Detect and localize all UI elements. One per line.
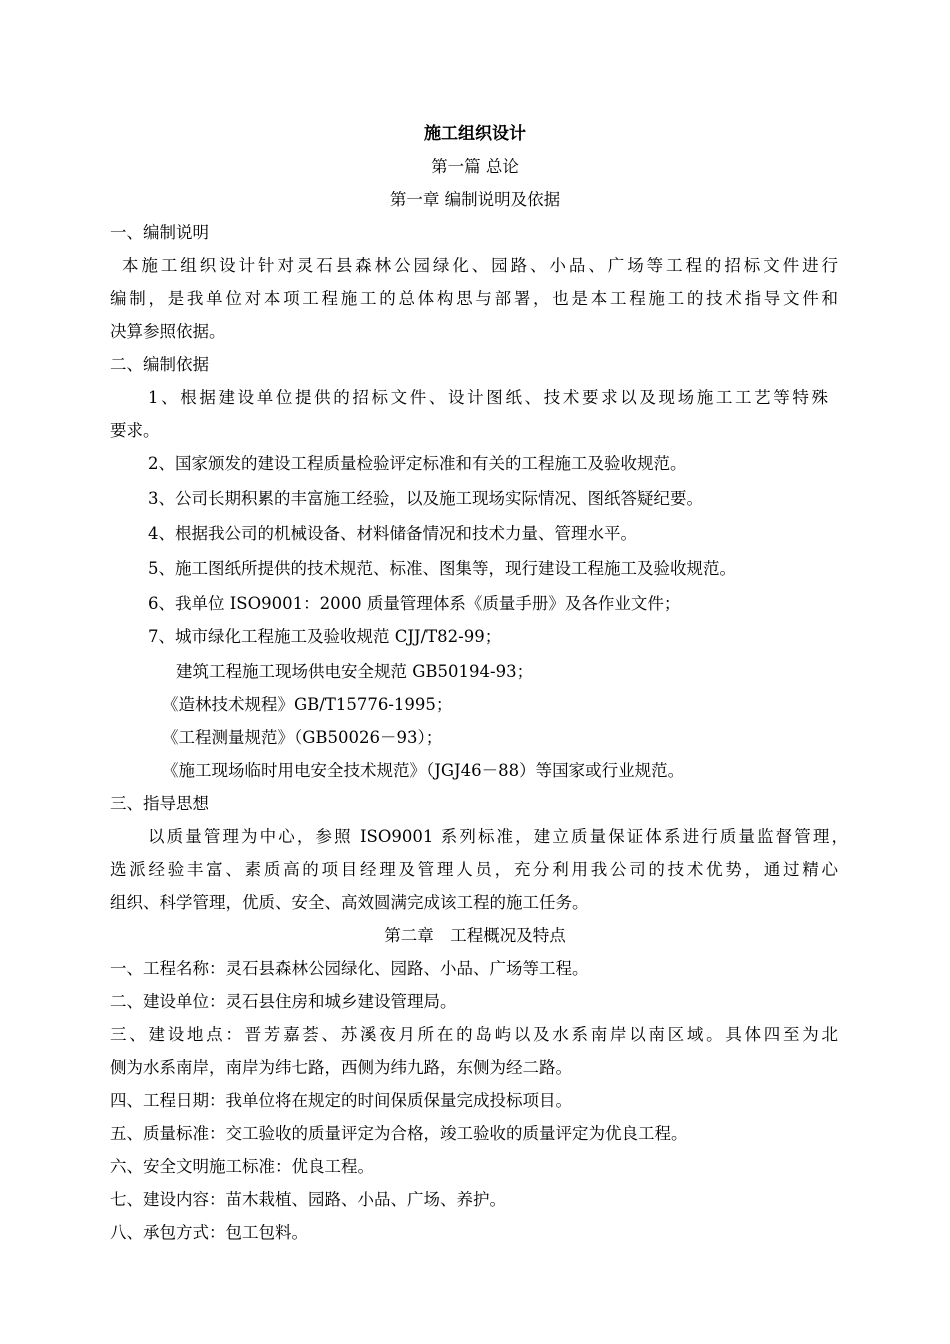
chapter-1-heading: 第一章 编制说明及依据 (389, 190, 561, 209)
section-1-para-line: 决算参照依据。 (110, 322, 226, 341)
chapter-2-heading: 第二章 工程概况及特点 (384, 926, 566, 945)
basis-item: 《工程测量规范》（GB50026－93）； (162, 728, 443, 747)
overview-item: 四、工程日期：我单位将在规定的时间保质保量完成投标项目。 (110, 1091, 572, 1110)
section-2-heading: 二、编制依据 (110, 355, 209, 374)
overview-item: 三、建设地点：晋芳嘉荟、苏溪夜月所在的岛屿以及水系南岸以南区域。具体四至为北 (110, 1025, 838, 1044)
overview-item: 侧为水系南岸，南岸为纬七路，西侧为纬九路，东侧为经二路。 (110, 1058, 572, 1077)
overview-item: 七、建设内容：苗木栽植、园路、小品、广场、养护。 (110, 1190, 506, 1209)
basis-item: 6、我单位 ISO9001：2000 质量管理体系《质量手册》及各作业文件； (148, 594, 681, 613)
section-3-heading: 三、指导思想 (110, 794, 209, 813)
document-title: 施工组织设计 (424, 124, 526, 144)
section-3-para-line: 选派经验丰富、素质高的项目经理及管理人员，充分利用我公司的技术优势，通过精心 (110, 860, 838, 879)
basis-item: 5、施工图纸所提供的技术规范、标准、图集等，现行建设工程施工及验收规范。 (148, 559, 736, 578)
overview-item: 六、安全文明施工标准：优良工程。 (110, 1157, 374, 1176)
basis-item: 1、根据建设单位提供的招标文件、设计图纸、技术要求以及现场施工工艺等特殊 (148, 388, 828, 407)
basis-item: 要求。 (110, 421, 160, 440)
section-1-heading: 一、编制说明 (110, 223, 209, 242)
basis-item: 建筑工程施工现场供电安全规范 GB50194-93； (176, 662, 534, 681)
basis-item: 4、根据我公司的机械设备、材料储备情况和技术力量、管理水平。 (148, 524, 637, 543)
section-3-para-line: 以质量管理为中心，参照 ISO9001 系列标准，建立质量保证体系进行质量监督管理， (148, 827, 848, 846)
basis-item: 2、国家颁发的建设工程质量检验评定标准和有关的工程施工及验收规范。 (148, 454, 687, 473)
basis-item: 《施工现场临时用电安全技术规范》（JGJ46－88）等国家或行业规范。 (162, 761, 685, 780)
basis-item: 3、公司长期积累的丰富施工经验，以及施工现场实际情况、图纸答疑纪要。 (148, 489, 703, 508)
overview-item: 一、工程名称：灵石县森林公园绿化、园路、小品、广场等工程。 (110, 959, 589, 978)
overview-item: 五、质量标准：交工验收的质量评定为合格，竣工验收的质量评定为优良工程。 (110, 1124, 688, 1143)
part-heading: 第一篇 总论 (431, 157, 519, 176)
basis-item: 7、城市绿化工程施工及验收规范 CJJ/T82-99； (148, 627, 502, 646)
section-1-para-line: 本施工组织设计针对灵石县森林公园绿化、园路、小品、广场等工程的招标文件进行 (122, 256, 838, 275)
overview-item: 八、承包方式：包工包料。 (110, 1223, 308, 1242)
basis-item: 《造林技术规程》GB/T15776-1995； (162, 695, 453, 714)
section-3-para-line: 组织、科学管理，优质、安全、高效圆满完成该工程的施工任务。 (110, 893, 589, 912)
section-1-para-line: 编制，是我单位对本项工程施工的总体构思与部署，也是本工程施工的技术指导文件和 (110, 289, 838, 308)
overview-item: 二、建设单位：灵石县住房和城乡建设管理局。 (110, 992, 457, 1011)
